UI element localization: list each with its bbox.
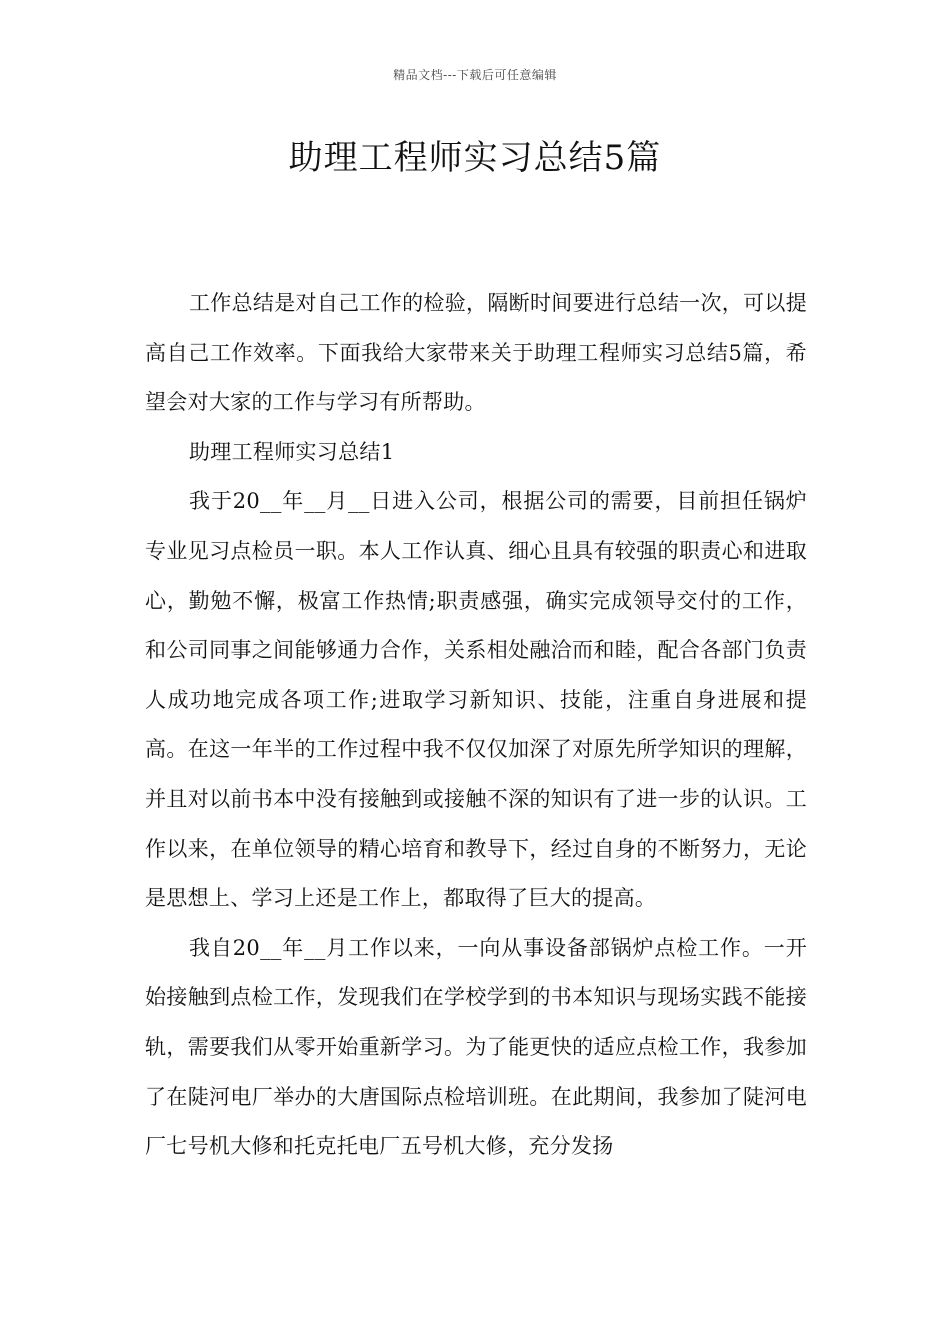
- body-paragraph: 我于20__年__月__日进入公司，根据公司的需要，目前担任锅炉专业见习点检员一职。本人工作认真、细心且具有较强的职责心和进取心，勤勉不懈，极富工作热情;职责感强，确实完成领导交付的工作，和公司同事之间能够通力合作，关系相处融洽而和睦，配合各部门负责人成功地完成各项工作;进取学习新知识、技能，注重自身进展和提高。在这一年半的工作过程中我不仅仅加深了对原先所学知识的理解，并且对以前书本中没有接触到或接触不深的知识有了进一步的认识。工作以来，在单位领导的精心培育和教导下，经过自身的不断努力，无论是思想上、学习上还是工作上，都取得了巨大的提高。: [145, 489, 807, 911]
- intro-paragraph: 工作总结是对自己工作的检验，隔断时间要进行总结一次，可以提高自己工作效率。下面我给大家带来关于助理工程师实习总结5篇，希望会对大家的工作与学习有所帮助。: [145, 291, 807, 415]
- document-body: [145, 279, 807, 1172]
- document-title: 助理工程师实习总结5篇: [288, 138, 662, 178]
- page-header: 精品文档---下载后可任意编辑: [393, 68, 557, 82]
- body-paragraph: 我自20__年__月工作以来，一向从事设备部锅炉点检工作。一开始接触到点检工作，发现我们在学校学到的书本知识与现场实践不能接轨，需要我们从零开始重新学习。为了能更快的适应点检工作，我参加了在陡河电厂举办的大唐国际点检培训班。在此期间，我参加了陡河电厂七号机大修和托克托电厂五号机大修，充分发扬: [145, 935, 807, 1159]
- section-heading: 助理工程师实习总结1: [189, 439, 395, 464]
